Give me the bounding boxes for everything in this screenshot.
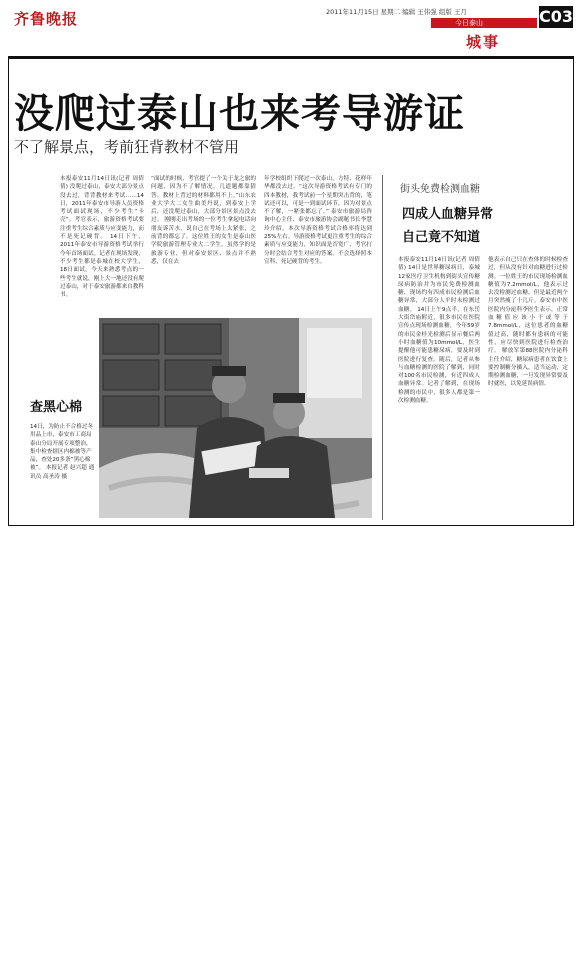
photo-illustration <box>99 318 372 518</box>
sidebar-column-2: 他表示自己只在查体的时候检查过，但从没有针对血糖进行过检测。一位姓王的市民现场检测血糖值为7.2mmol/L，他表示过去没检测过血糖，但是最近两个月突然瘦了十几斤。泰安市中医医院内分泌科李医生表示，正常血糖值应该小于或等于7.8mmol/L，这位患者的血糖值过高，随时都有患病的可能性，应尽快到医院进行检查治疗。 解放军第88医院内分泌科主任介绍，糖尿病患者在饮食上要控制糖分摄入，适当运动，定期检测血糖，一旦发现异常要及时就医，以免延误病情。 <box>488 257 568 388</box>
photo-caption <box>30 396 96 481</box>
article-column-3: 年学校组织下爬过一次泰山，方特、花样年华都没去过。“这次导游资格考试有专门的四本教材，我考试前一个星期突击背的，笔试还可以，可是一到面试环节，因为对景点不了解，一紧张都忘了。” 泰安市旅游局咨询中心主任、泰安市旅游协会副秘书长李慧玲介绍，本次导游资格考试合格率将达到25%左右。导游资格考试更注重考生的综合素质与应变能力，知识面是否宽广，考官打分时会结合考生对应的答案，不会选择照本宣科、死记硬背的考生。 <box>264 176 372 265</box>
section-title: 城事 <box>466 33 501 51</box>
article-column-1: 本报泰安11月14日讯(记者 周倩倩) 没爬过泰山，泰安大部分景点没去过，背背教材来考试……14日，2011年泰安市导游人员资格考试面试现场，不少考生“卡壳”。考官表示，旅游资格考试要注重考生综合素质与应变能力，而不是死记硬背。 14日下午，2011年泰安市导游资格考试举行今年首场面试。记者在现场发现，不少考生都是泰城在校大学生，18日面试，今天来熟悉考点的一些考生就说，刚上大一地还没有爬过泰山，对于泰安旅游都来自教科书。 <box>60 176 144 299</box>
photo-caption-title: 查黑心棉 <box>30 400 83 415</box>
column-divider <box>382 175 383 520</box>
news-photo <box>99 318 372 518</box>
sidebar-kicker: 街头免费检测血糖 <box>400 184 480 195</box>
photo-caption-text: 14日，为防止不合格过冬用品上市，泰安市工商局泰山分局开展专项整治，集中检查辖区内棉被等产品，查处20多条“黑心棉被”。 本报记者 赵兴超 通讯员 高圣涛 摄 <box>30 424 95 480</box>
page-number: C03 <box>539 7 574 26</box>
article-column-2: “面试的时候，考官提了一个关于龙之旅的问题，因为不了解情况，几道题都靠猜答。教材上背过的材料都用不上。”山东农业大学大二女生曲美丹说，到泰安上学后，还没爬过泰山，大部分景区景点没去过。 刚刚走出考场的一位考生拿起电话向朋友诉苦水，说自己在考场上太紧张，之前背的都忘了。这位姓王的女生是泰山医学院旅游管理专业大二学生，虽然学的是旅游专业，但对泰安景区、景点并不熟悉，仅在去 <box>151 176 256 265</box>
sidebar-headline-line-1: 四成人血糖异常 <box>402 207 494 222</box>
dateline: 2011年11月15日 星期二 编辑 王伟强 组版 王月 <box>326 8 467 16</box>
newspaper-logo: 齐鲁晚报 <box>14 10 79 28</box>
subheadline: 不了解景点，考前狂背教材不管用 <box>14 138 240 156</box>
sidebar-headline-line-2: 自己竟不知道 <box>402 230 481 245</box>
masthead <box>0 0 580 52</box>
section-banner: 今日泰山 <box>431 18 537 28</box>
headline: 没爬过泰山也来考导游证 <box>14 90 465 137</box>
sidebar-column-1: 本报泰安11月14日讯(记者 周倩倩) 14日是世界糖尿病日，泰城12家医疗卫生机构到街头宣传糖尿病防治并为市民免费检测血糖，现场约有四成市民检测后血糖异常，大部分人平时未检测过血糖。 14日上午9点半，在东岳大街岱庙附近，很多市民在医院宣传点现场检测血糖，今年59岁的市民金桂光检测后显示餐后两小时血糖值为10mmol/L，医生提醒他可能患糖尿病，要及时到医院进行复查。随后，记者从参与血糖检测的医院了解到，同时对100名市民检测，有近四成人血糖异常。记者了解到，在现场检测的市民中，很多人都是第一次检测血糖。 <box>398 257 480 405</box>
